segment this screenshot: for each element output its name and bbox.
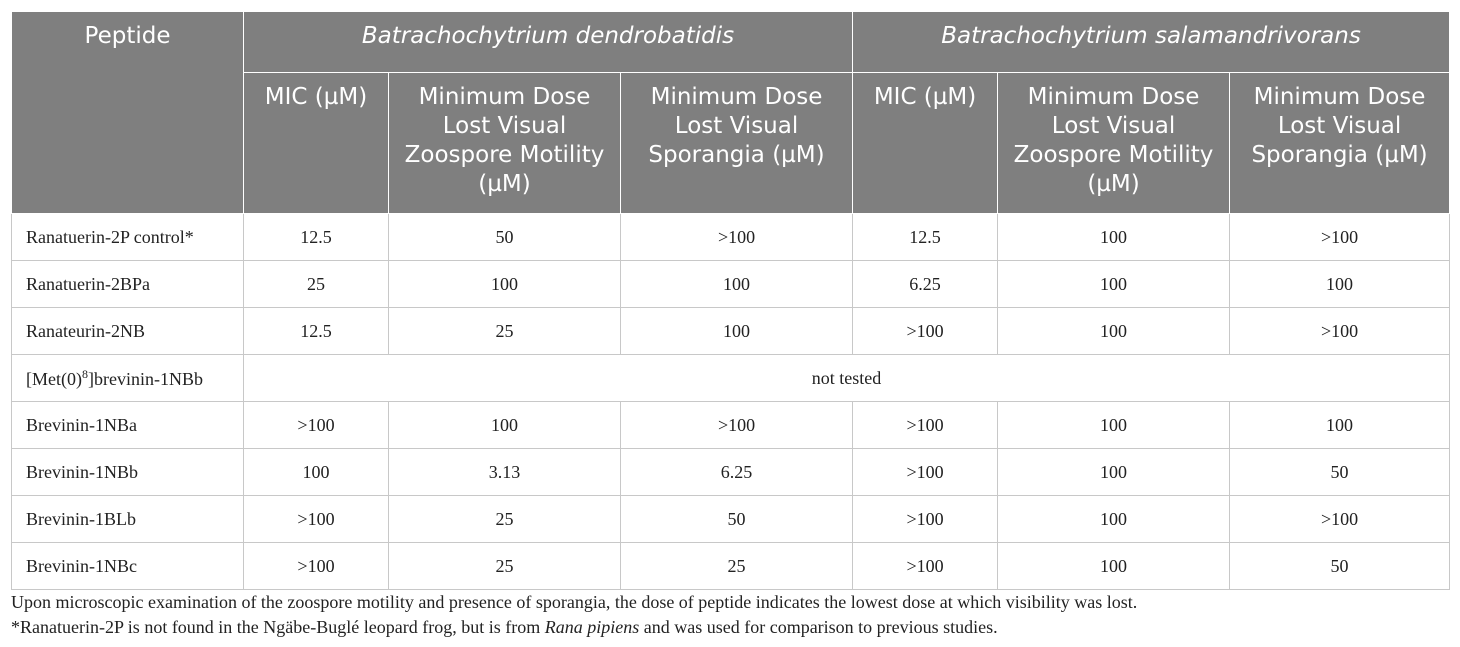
peptide-name-pre: [Met(0)	[26, 368, 82, 389]
table-row	[12, 496, 1450, 543]
cell-value: >100	[1230, 308, 1450, 355]
results-table-container	[11, 11, 1449, 590]
cell-value: 50	[389, 214, 621, 261]
cell-value: 25	[389, 496, 621, 543]
table-row	[12, 355, 1450, 402]
cell-value: 3.13	[389, 449, 621, 496]
col-header: Minimum Dose Lost Visual Zoospore Motility (µM)	[389, 73, 621, 214]
cell-value: 100	[244, 449, 389, 496]
cell-value: 12.5	[853, 214, 998, 261]
cell-value: >100	[621, 214, 853, 261]
col-header: Minimum Dose Lost Visual Sporangia (µM)	[621, 73, 853, 214]
species-italic: Rana pipiens	[544, 617, 640, 637]
peptide-name: Ranatuerin-2P control*	[12, 214, 244, 261]
table-row	[12, 402, 1450, 449]
peptide-name: Brevinin-1BLb	[12, 496, 244, 543]
cell-value: >100	[1230, 214, 1450, 261]
cell-value: 100	[998, 402, 1230, 449]
table-row	[12, 261, 1450, 308]
col-header: Minimum Dose Lost Visual Zoospore Motility (µM)	[998, 73, 1230, 214]
table-row	[12, 543, 1450, 590]
not-tested-cell: not tested	[244, 355, 1450, 402]
col-header: MIC (µM)	[853, 73, 998, 214]
cell-value: >100	[621, 402, 853, 449]
table-footnotes	[11, 590, 1451, 640]
col-header: Minimum Dose Lost Visual Sporangia (µM)	[1230, 73, 1450, 214]
cell-value: >100	[244, 543, 389, 590]
peptide-name: Brevinin-1NBb	[12, 449, 244, 496]
cell-value: 12.5	[244, 308, 389, 355]
cell-value: 100	[621, 261, 853, 308]
cell-value: 100	[998, 308, 1230, 355]
peptide-header: Peptide	[12, 12, 244, 214]
peptide-name: Brevinin-1NBc	[12, 543, 244, 590]
cell-value: 100	[1230, 402, 1450, 449]
col-header: MIC (µM)	[244, 73, 389, 214]
cell-value: >100	[853, 496, 998, 543]
footnote-method: Upon microscopic examination of the zoospore motility and presence of sporangia, the dose of peptide indicates the lowest dose at which visibility was lost.	[11, 592, 1138, 612]
cell-value: >100	[244, 496, 389, 543]
cell-value: >100	[1230, 496, 1450, 543]
table-row	[12, 449, 1450, 496]
cell-value: 100	[998, 449, 1230, 496]
cell-value: 25	[389, 543, 621, 590]
cell-value: 100	[1230, 261, 1450, 308]
cell-value: 25	[621, 543, 853, 590]
species-header-bd: Batrachochytrium dendrobatidis	[244, 12, 853, 73]
cell-value: >100	[853, 449, 998, 496]
footnote-control-post: and was used for comparison to previous studies.	[639, 617, 998, 637]
cell-value: >100	[853, 402, 998, 449]
peptide-name-sup: 8	[81, 366, 88, 381]
cell-value: 100	[389, 402, 621, 449]
peptide-name	[12, 355, 244, 402]
cell-value: 6.25	[621, 449, 853, 496]
cell-value: 100	[998, 496, 1230, 543]
table-row	[12, 214, 1450, 261]
footnote-control-pre: *Ranatuerin-2P is not found in the Ngäbe-Buglé leopard frog, but is from	[11, 617, 545, 637]
results-table	[11, 11, 1450, 590]
cell-value: 100	[998, 214, 1230, 261]
cell-value: >100	[244, 402, 389, 449]
cell-value: >100	[853, 543, 998, 590]
cell-value: 50	[621, 496, 853, 543]
footnote-control	[11, 615, 1451, 640]
cell-value: 100	[998, 261, 1230, 308]
cell-value: 12.5	[244, 214, 389, 261]
peptide-name-post: ]brevinin-1NBb	[87, 368, 203, 389]
species-header-bsal: Batrachochytrium salamandrivorans	[853, 12, 1450, 73]
table-row	[12, 308, 1450, 355]
peptide-name: Brevinin-1NBa	[12, 402, 244, 449]
peptide-name: Ranatuerin-2BPa	[12, 261, 244, 308]
cell-value: 25	[389, 308, 621, 355]
table-header	[12, 12, 1450, 214]
cell-value: 50	[1230, 449, 1450, 496]
table-body	[12, 214, 1450, 590]
cell-value: 100	[389, 261, 621, 308]
cell-value: 100	[998, 543, 1230, 590]
cell-value: >100	[853, 308, 998, 355]
cell-value: 50	[1230, 543, 1450, 590]
cell-value: 6.25	[853, 261, 998, 308]
cell-value: 25	[244, 261, 389, 308]
cell-value: 100	[621, 308, 853, 355]
peptide-name: Ranateurin-2NB	[12, 308, 244, 355]
